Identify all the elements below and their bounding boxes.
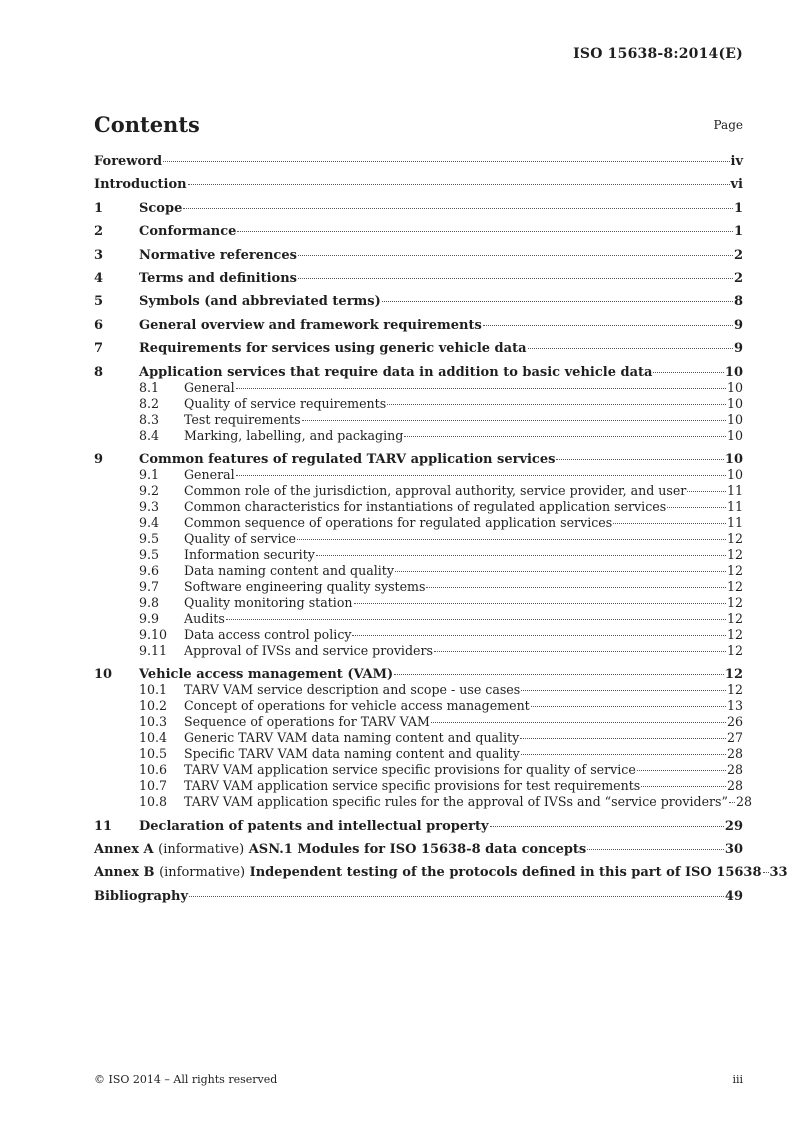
- toc-entry-title: Symbols (and abbreviated terms): [139, 294, 381, 310]
- toc-leader-dots: [613, 523, 726, 524]
- toc-leader-dots: [520, 738, 726, 739]
- toc-subentry-page: 12: [726, 530, 743, 546]
- toc-leader-dots: [394, 674, 724, 675]
- toc-entry-title: Terms and definitions: [139, 270, 297, 286]
- toc-subentry[interactable]: [94, 428, 743, 444]
- toc-entry-page: 9: [733, 341, 743, 357]
- toc-leader-dots: [483, 325, 733, 326]
- toc-subentry-number: 9.4: [139, 514, 160, 530]
- toc-subentry[interactable]: [94, 483, 743, 499]
- toc-subentry-number: 8.4: [139, 427, 160, 443]
- toc-entry-page: 2: [733, 270, 743, 286]
- toc-subentry-number: 9.5: [139, 530, 160, 546]
- annex-kind: (informative): [159, 865, 246, 881]
- toc-entry-page: 9: [733, 317, 743, 333]
- toc-subentry-number: 9.9: [139, 610, 160, 626]
- toc-bibliography-page: 49: [724, 888, 743, 904]
- toc-entry-number: 6: [94, 317, 104, 333]
- toc-subentry[interactable]: [94, 698, 743, 714]
- toc-subentry-page: 12: [726, 610, 743, 626]
- toc-subentry-title: Software engineering quality systems: [184, 578, 426, 594]
- toc-entry[interactable]: [94, 271, 743, 286]
- toc-subentry[interactable]: [94, 778, 743, 794]
- toc-subentry-page: 27: [726, 730, 743, 746]
- toc-leader-dots: [163, 161, 729, 162]
- toc-leader-dots: [729, 802, 735, 803]
- toc-subentry-page: 13: [726, 698, 743, 714]
- toc-subentry-title: Data access control policy: [184, 626, 352, 642]
- toc-subentry-page: 10: [726, 379, 743, 395]
- toc-leader-dots: [188, 184, 730, 185]
- toc-subentry[interactable]: [94, 515, 743, 531]
- toc-subentry-title: Marking, labelling, and packaging: [184, 427, 404, 443]
- toc-entry[interactable]: [94, 154, 743, 169]
- toc-leader-dots: [297, 539, 726, 540]
- toc-entry[interactable]: [94, 224, 743, 239]
- toc-leader-dots: [667, 507, 726, 508]
- toc-subentry-page: 12: [726, 682, 743, 698]
- annex-prefix: Annex B: [94, 865, 155, 881]
- toc-leader-dots: [316, 555, 726, 556]
- toc-subentry-number: 9.5: [139, 546, 160, 562]
- toc-entry[interactable]: [94, 248, 743, 263]
- toc-subentry-title: TARV VAM service description and scope - use cases: [184, 682, 521, 698]
- toc-annex-entry[interactable]: [94, 842, 743, 857]
- toc-entry-title: Introduction: [94, 177, 187, 193]
- toc-entry[interactable]: [94, 452, 743, 467]
- toc-subentry-title: Common role of the jurisdiction, approval authority, service provider, and user: [184, 482, 687, 498]
- toc-subentry-title: TARV VAM application service specific provisions for test requirements: [184, 778, 641, 794]
- toc-subentry-number: 10.1: [139, 682, 168, 698]
- toc-entry-page: 1: [733, 200, 743, 216]
- toc-subentry-page: 26: [726, 714, 743, 730]
- toc-subentry-page: 10: [726, 466, 743, 482]
- toc-subentry-number: 10.6: [139, 762, 168, 778]
- toc-subentry-page: 11: [726, 514, 743, 530]
- toc-subentry-page: 28: [726, 746, 743, 762]
- toc-subentry[interactable]: [94, 643, 743, 659]
- toc-entry[interactable]: [94, 294, 743, 309]
- toc-leader-dots: [387, 404, 726, 405]
- toc-entry-title: Declaration of patents and intellectual property: [139, 818, 489, 834]
- toc-entry-title: Requirements for services using generic vehicle data: [139, 341, 527, 357]
- toc-entry-number: 4: [94, 270, 104, 286]
- toc-subentry-title: Audits: [184, 610, 225, 626]
- toc-leader-dots: [302, 420, 726, 421]
- toc-bibliography-entry[interactable]: [94, 889, 743, 904]
- toc-subentry-title: Concept of operations for vehicle access management: [184, 698, 530, 714]
- toc-subentry-page: 10: [726, 427, 743, 443]
- toc-subentry-number: 10.3: [139, 714, 168, 730]
- toc-subentry-title: Approval of IVSs and service providers: [184, 642, 433, 658]
- toc-entry-title: General overview and framework requirements: [139, 317, 482, 333]
- toc-subentry-page: 10: [726, 395, 743, 411]
- annex-label: Independent testing of the protocols defined in this part of ISO 15638: [249, 865, 762, 881]
- toc-leader-dots: [687, 491, 726, 492]
- toc-subentry[interactable]: [94, 794, 752, 810]
- toc-subentry[interactable]: [94, 714, 743, 730]
- toc-leader-dots: [183, 208, 733, 209]
- toc-entry-title: Normative references: [139, 247, 297, 263]
- toc-entry-title: Foreword: [94, 154, 163, 169]
- toc-entry-number: 2: [94, 224, 104, 240]
- toc-entry[interactable]: [94, 667, 743, 682]
- header-doc-id: ISO 15638-8:2014(E): [573, 46, 743, 62]
- toc-subentry-page: 11: [726, 498, 743, 514]
- toc-subentry-page: 10: [726, 411, 743, 427]
- toc-subentry-page: 12: [726, 562, 743, 578]
- toc-subentry-page: 12: [726, 642, 743, 658]
- toc-leader-dots: [352, 635, 725, 636]
- toc-annex-title: [94, 865, 762, 880]
- toc-subentry-number: 10.4: [139, 730, 168, 746]
- toc-subentry-page: 12: [726, 594, 743, 610]
- toc-leader-dots: [434, 651, 726, 652]
- toc-leader-dots: [637, 770, 726, 771]
- toc-leader-dots: [653, 372, 723, 373]
- toc-entry[interactable]: [94, 318, 743, 333]
- toc-subentry-number: 10.8: [139, 794, 168, 810]
- toc-subentry[interactable]: [94, 746, 743, 762]
- toc-entry-number: 7: [94, 341, 104, 357]
- toc-subentry[interactable]: [94, 380, 743, 396]
- toc-entry-page: iv: [730, 154, 743, 169]
- toc-leader-dots: [556, 459, 723, 460]
- toc-entry-page: 8: [733, 294, 743, 310]
- toc-subentry[interactable]: [94, 499, 743, 515]
- toc-entry[interactable]: [94, 177, 743, 192]
- toc-subentry-title: TARV VAM application service specific provisions for quality of service: [184, 762, 636, 778]
- toc-leader-dots: [528, 348, 733, 349]
- toc-subentry-number: 9.8: [139, 594, 160, 610]
- toc-subentry[interactable]: [94, 762, 743, 778]
- toc-subentry-number: 9.11: [139, 642, 168, 658]
- toc-entry-page: 12: [724, 667, 743, 683]
- toc-leader-dots: [237, 231, 733, 232]
- toc-leader-dots: [395, 571, 726, 572]
- toc-subentry-number: 8.3: [139, 411, 160, 427]
- toc-subentry-title: Specific TARV VAM data naming content and quality: [184, 746, 520, 762]
- toc-subentry[interactable]: [94, 467, 743, 483]
- toc-entry-number: 10: [94, 667, 113, 683]
- footer-page-number: iii: [732, 1073, 743, 1086]
- toc-leader-dots: [587, 849, 724, 850]
- toc-subentry-number: 9.6: [139, 562, 160, 578]
- annex-prefix: Annex A: [94, 842, 154, 858]
- toc-entry-page: 10: [724, 364, 743, 380]
- toc-leader-dots: [521, 690, 726, 691]
- toc-annex-page: 33: [769, 865, 788, 881]
- footer-copyright: © ISO 2014 – All rights reserved: [94, 1073, 278, 1086]
- toc-subentry[interactable]: [94, 412, 743, 428]
- toc-entry-page: 2: [733, 247, 743, 263]
- toc-leader-dots: [404, 436, 726, 437]
- toc-leader-dots: [426, 587, 726, 588]
- toc-subentry-title: Sequence of operations for TARV VAM: [184, 714, 430, 730]
- toc-subentry-title: Quality monitoring station: [184, 594, 353, 610]
- toc-annex-title: [94, 842, 586, 857]
- toc-leader-dots: [298, 255, 733, 256]
- toc-entry-title: Conformance: [139, 224, 237, 240]
- toc-leader-dots: [189, 896, 724, 897]
- toc-leader-dots: [236, 388, 726, 389]
- toc-subentry-page: 12: [726, 626, 743, 642]
- toc-leader-dots: [490, 826, 724, 827]
- toc-subentry[interactable]: [94, 579, 743, 595]
- toc-subentry-title: Test requirements: [184, 411, 301, 427]
- toc-bibliography-title: Bibliography: [94, 888, 189, 904]
- toc-subentry-page: 28: [726, 762, 743, 778]
- toc-subentry-title: Common characteristics for instantiations of regulated application services: [184, 498, 667, 514]
- toc-subentry-number: 10.5: [139, 746, 168, 762]
- toc-entry-number: 8: [94, 364, 104, 380]
- toc-subentry-title: Quality of service requirements: [184, 395, 387, 411]
- toc-subentry[interactable]: [94, 396, 743, 412]
- toc-entry[interactable]: [94, 341, 743, 356]
- toc-subentry-page: 28: [735, 794, 752, 810]
- toc-leader-dots: [763, 872, 769, 873]
- toc-entry-number: 9: [94, 451, 104, 467]
- toc-subentry-number: 10.7: [139, 778, 168, 794]
- toc-entry-page: vi: [730, 177, 743, 193]
- annex-label: ASN.1 Modules for ISO 15638-8 data concepts: [248, 842, 587, 858]
- toc-entry-page: 1: [733, 224, 743, 240]
- page-column-label: Page: [713, 118, 743, 132]
- toc-subentry[interactable]: [94, 595, 743, 611]
- toc-entry-number: 3: [94, 247, 104, 263]
- toc-subentry-number: 9.7: [139, 578, 160, 594]
- toc-leader-dots: [531, 706, 726, 707]
- toc-leader-dots: [641, 786, 726, 787]
- page-title: Contents: [94, 112, 200, 137]
- toc-leader-dots: [226, 619, 726, 620]
- toc-subentry-number: 10.2: [139, 698, 168, 714]
- toc-entry[interactable]: [94, 201, 743, 216]
- toc-entry-title: Scope: [139, 200, 183, 216]
- toc-subentry[interactable]: [94, 627, 743, 643]
- toc-leader-dots: [298, 278, 733, 279]
- toc-subentry-title: Quality of service: [184, 530, 297, 546]
- toc-entry-number: 11: [94, 818, 113, 834]
- annex-kind: (informative): [158, 842, 245, 858]
- toc-subentry-number: 9.10: [139, 626, 168, 642]
- toc-entry-number: 1: [94, 200, 104, 216]
- toc-subentry-number: 9.3: [139, 498, 160, 514]
- toc-entry[interactable]: [94, 819, 743, 834]
- toc-subentry[interactable]: [94, 611, 743, 627]
- toc-leader-dots: [431, 722, 726, 723]
- table-of-contents: [94, 154, 788, 904]
- toc-subentry[interactable]: [94, 547, 743, 563]
- toc-entry[interactable]: [94, 365, 743, 380]
- toc-subentry-number: 8.2: [139, 395, 160, 411]
- toc-subentry-page: 12: [726, 578, 743, 594]
- toc-subentry-title: Information security: [184, 546, 315, 562]
- toc-annex-entry[interactable]: [94, 865, 788, 881]
- toc-subentry-page: 12: [726, 546, 743, 562]
- toc-entry-page: 10: [724, 451, 743, 467]
- toc-subentry[interactable]: [94, 730, 743, 746]
- toc-subentry-number: 9.1: [139, 466, 160, 482]
- toc-leader-dots: [382, 301, 733, 302]
- toc-subentry-number: 9.2: [139, 482, 160, 498]
- toc-subentry-page: 11: [726, 482, 743, 498]
- toc-subentry-number: 8.1: [139, 379, 160, 395]
- toc-subentry-title: TARV VAM application specific rules for the approval of IVSs and “service providers”: [184, 794, 728, 810]
- toc-entry-number: 5: [94, 294, 104, 310]
- toc-entry-title: Vehicle access management (VAM): [139, 667, 394, 683]
- toc-subentry-title: Generic TARV VAM data naming content and quality: [184, 730, 520, 746]
- toc-leader-dots: [354, 603, 726, 604]
- toc-entry-title: Application services that require data in addition to basic vehicle data: [139, 364, 653, 380]
- toc-subentry[interactable]: [94, 682, 743, 698]
- toc-entry-title: Common features of regulated TARV application services: [139, 451, 556, 467]
- toc-entry-page: 29: [724, 818, 743, 834]
- toc-leader-dots: [236, 475, 726, 476]
- toc-subentry-title: General: [184, 466, 235, 482]
- toc-subentry-title: Common sequence of operations for regulated application services: [184, 514, 613, 530]
- toc-leader-dots: [521, 754, 726, 755]
- toc-subentry-title: General: [184, 379, 235, 395]
- toc-annex-page: 30: [724, 842, 743, 858]
- toc-subentry-title: Data naming content and quality: [184, 562, 394, 578]
- toc-subentry-page: 28: [726, 778, 743, 794]
- toc-subentry[interactable]: [94, 531, 743, 547]
- toc-subentry[interactable]: [94, 563, 743, 579]
